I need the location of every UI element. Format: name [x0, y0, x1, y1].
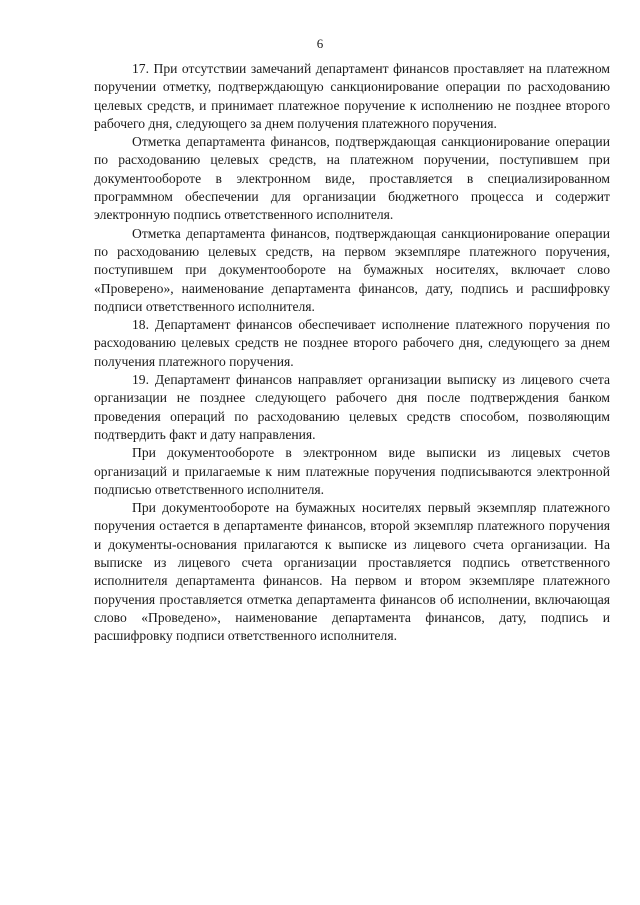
paragraph-electronic-mark: Отметка департамента финансов, подтверждающая санкционирование операции по расходованию целевых средств, на платежном поручении, поступившем при документообороте в электронном виде, проставляется в специализированном программном обеспечении для организации бюджетного процесса и содержит электронную подпись ответственного исполнителя. [94, 134, 610, 223]
paragraph-paper-statement: При документообороте на бумажных носителях первый экземпляр платежного поручения остается в департаменте финансов, второй экземпляр платежного поручения и документы-основания прилагаются к выписке из лицевого счета организации. На выписке из лицевого счета организации проставляется подпись ответственного исполнителя департамента финансов. На первом и втором экземпляре платежного поручения проставляется отметка департамента финансов об исполнении, включающая слово «Проведено», наименование департамента финансов, дату, подпись и расшифровку подписи ответственного исполнителя. [94, 500, 610, 644]
paragraph-electronic-statement: При документообороте в электронном виде выписки из лицевых счетов организаций и прилагаемые к ним платежные поручения подписываются электронной подписью ответственного исполнителя. [94, 445, 610, 497]
paragraph-17: 17. При отсутствии замечаний департамент финансов проставляет на платежном поручении отметку, подтверждающую санкционирование операции по расходованию целевых средств, и принимает платежное поручение к исполнению не позднее второго рабочего дня, следующего за днем получения платежного поручения. [94, 61, 610, 131]
document-body [94, 60, 610, 646]
paragraph-18: 18. Департамент финансов обеспечивает исполнение платежного поручения по расходованию целевых средств не позднее второго рабочего дня, следующего за днем получения платежного поручения. [94, 317, 610, 369]
paragraph-19: 19. Департамент финансов направляет организации выписку из лицевого счета организации не позднее следующего рабочего дня после подтверждения банком проведения операций по расходованию целевых средств способом, позволяющим подтвердить факт и дату направления. [94, 372, 610, 442]
page-number: 6 [316, 36, 324, 51]
paragraph-paper-mark: Отметка департамента финансов, подтверждающая санкционирование операции по расходованию целевых средств, на первом экземпляре платежного поручения, поступившем при документообороте на бумажных носителях, включает слово «Проверено», наименование департамента финансов, дату, подпись и расшифровку подписи ответственного исполнителя. [94, 225, 610, 314]
